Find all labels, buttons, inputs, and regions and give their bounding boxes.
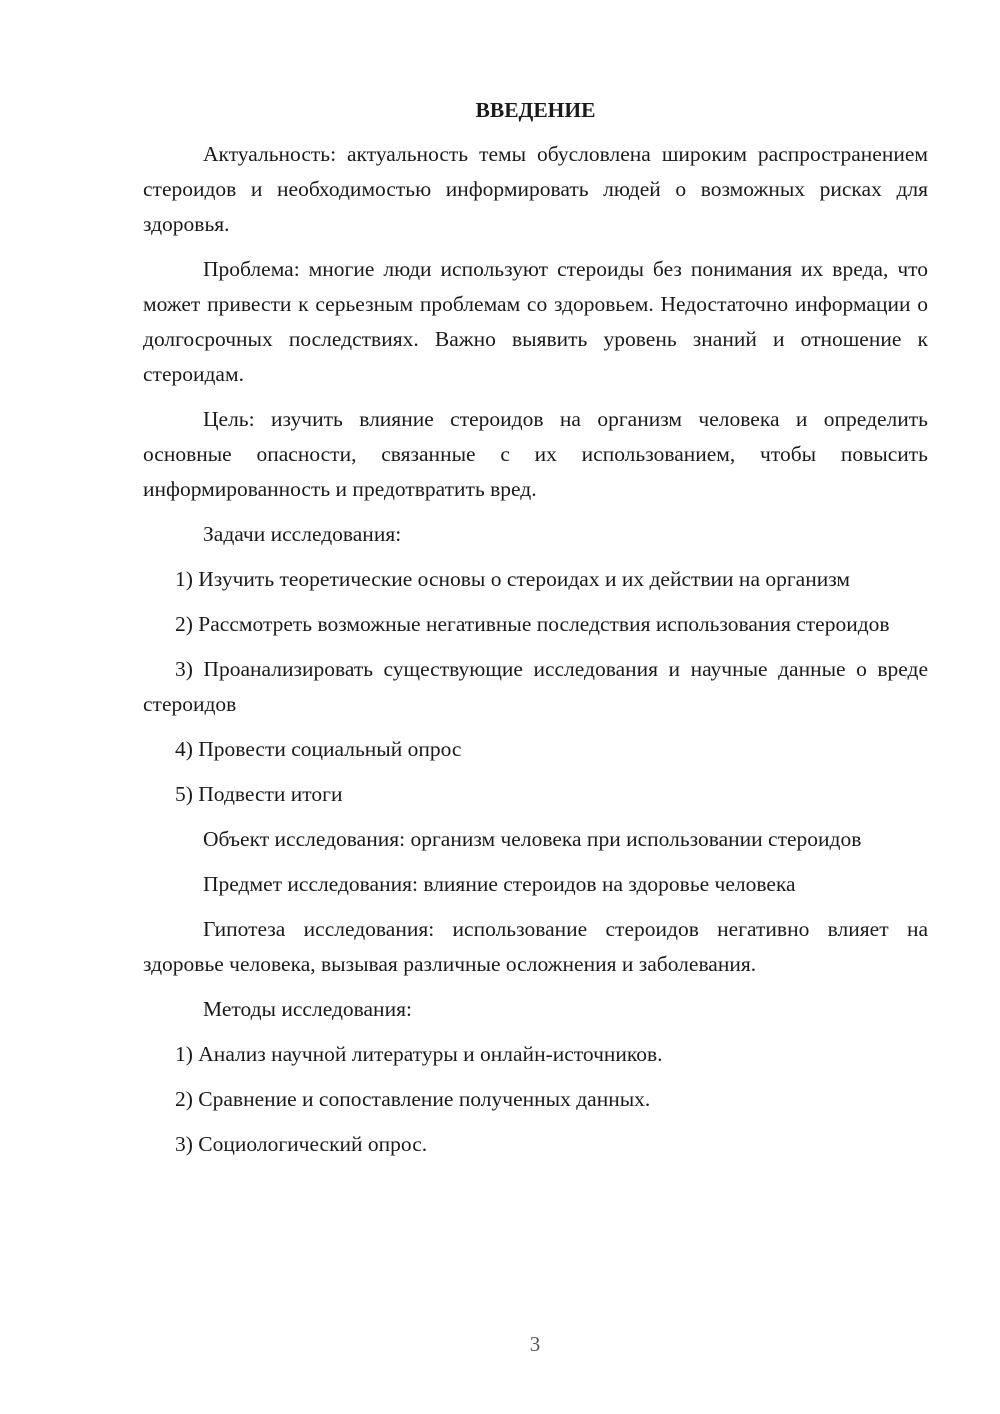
task-item: 3) Проанализировать существующие исследования и научные данные о вреде стероидов	[143, 657, 928, 716]
section-heading: ВВЕДЕНИЕ	[475, 98, 596, 122]
relevance-paragraph: Актуальность: актуальность темы обусловлена широким распространением стероидов и необходимостью информировать людей о возможных рисках для здоровья.	[143, 142, 928, 236]
methods-title: Методы исследования:	[203, 997, 412, 1021]
problem-paragraph: Проблема: многие люди используют стероиды без понимания их вреда, что может привести к серьезным проблемам со здоровьем. Недостаточно информации о долгосрочных последствиях. Важно выявить уровень знаний и отношение к стероидам.	[143, 257, 928, 386]
hypothesis-paragraph: Гипотеза исследования: использование стероидов негативно влияет на здоровье человека, вызывая различные осложнения и заболевания.	[143, 917, 928, 976]
task-item: 5) Подвести итоги	[175, 782, 343, 806]
task-item: 2) Рассмотреть возможные негативные последствия использования стероидов	[175, 612, 890, 636]
method-item: 3) Социологический опрос.	[175, 1132, 428, 1156]
task-item: 4) Провести социальный опрос	[175, 737, 462, 761]
page-number: 3	[529, 1332, 541, 1356]
goal-paragraph: Цель: изучить влияние стероидов на организм человека и определить основные опасности, связанные с их использованием, чтобы повысить информированность и предотвратить вред.	[143, 407, 928, 501]
subject-paragraph: Предмет исследования: влияние стероидов на здоровье человека	[203, 872, 796, 896]
tasks-title: Задачи исследования:	[203, 522, 402, 546]
method-item: 2) Сравнение и сопоставление полученных данных.	[175, 1087, 651, 1111]
method-item: 1) Анализ научной литературы и онлайн-источников.	[175, 1042, 663, 1066]
object-paragraph: Объект исследования: организм человека при использовании стероидов	[203, 827, 862, 851]
task-item: 1) Изучить теоретические основы о стероидах и их действии на организм	[175, 567, 851, 591]
document-page	[143, 95, 928, 1172]
